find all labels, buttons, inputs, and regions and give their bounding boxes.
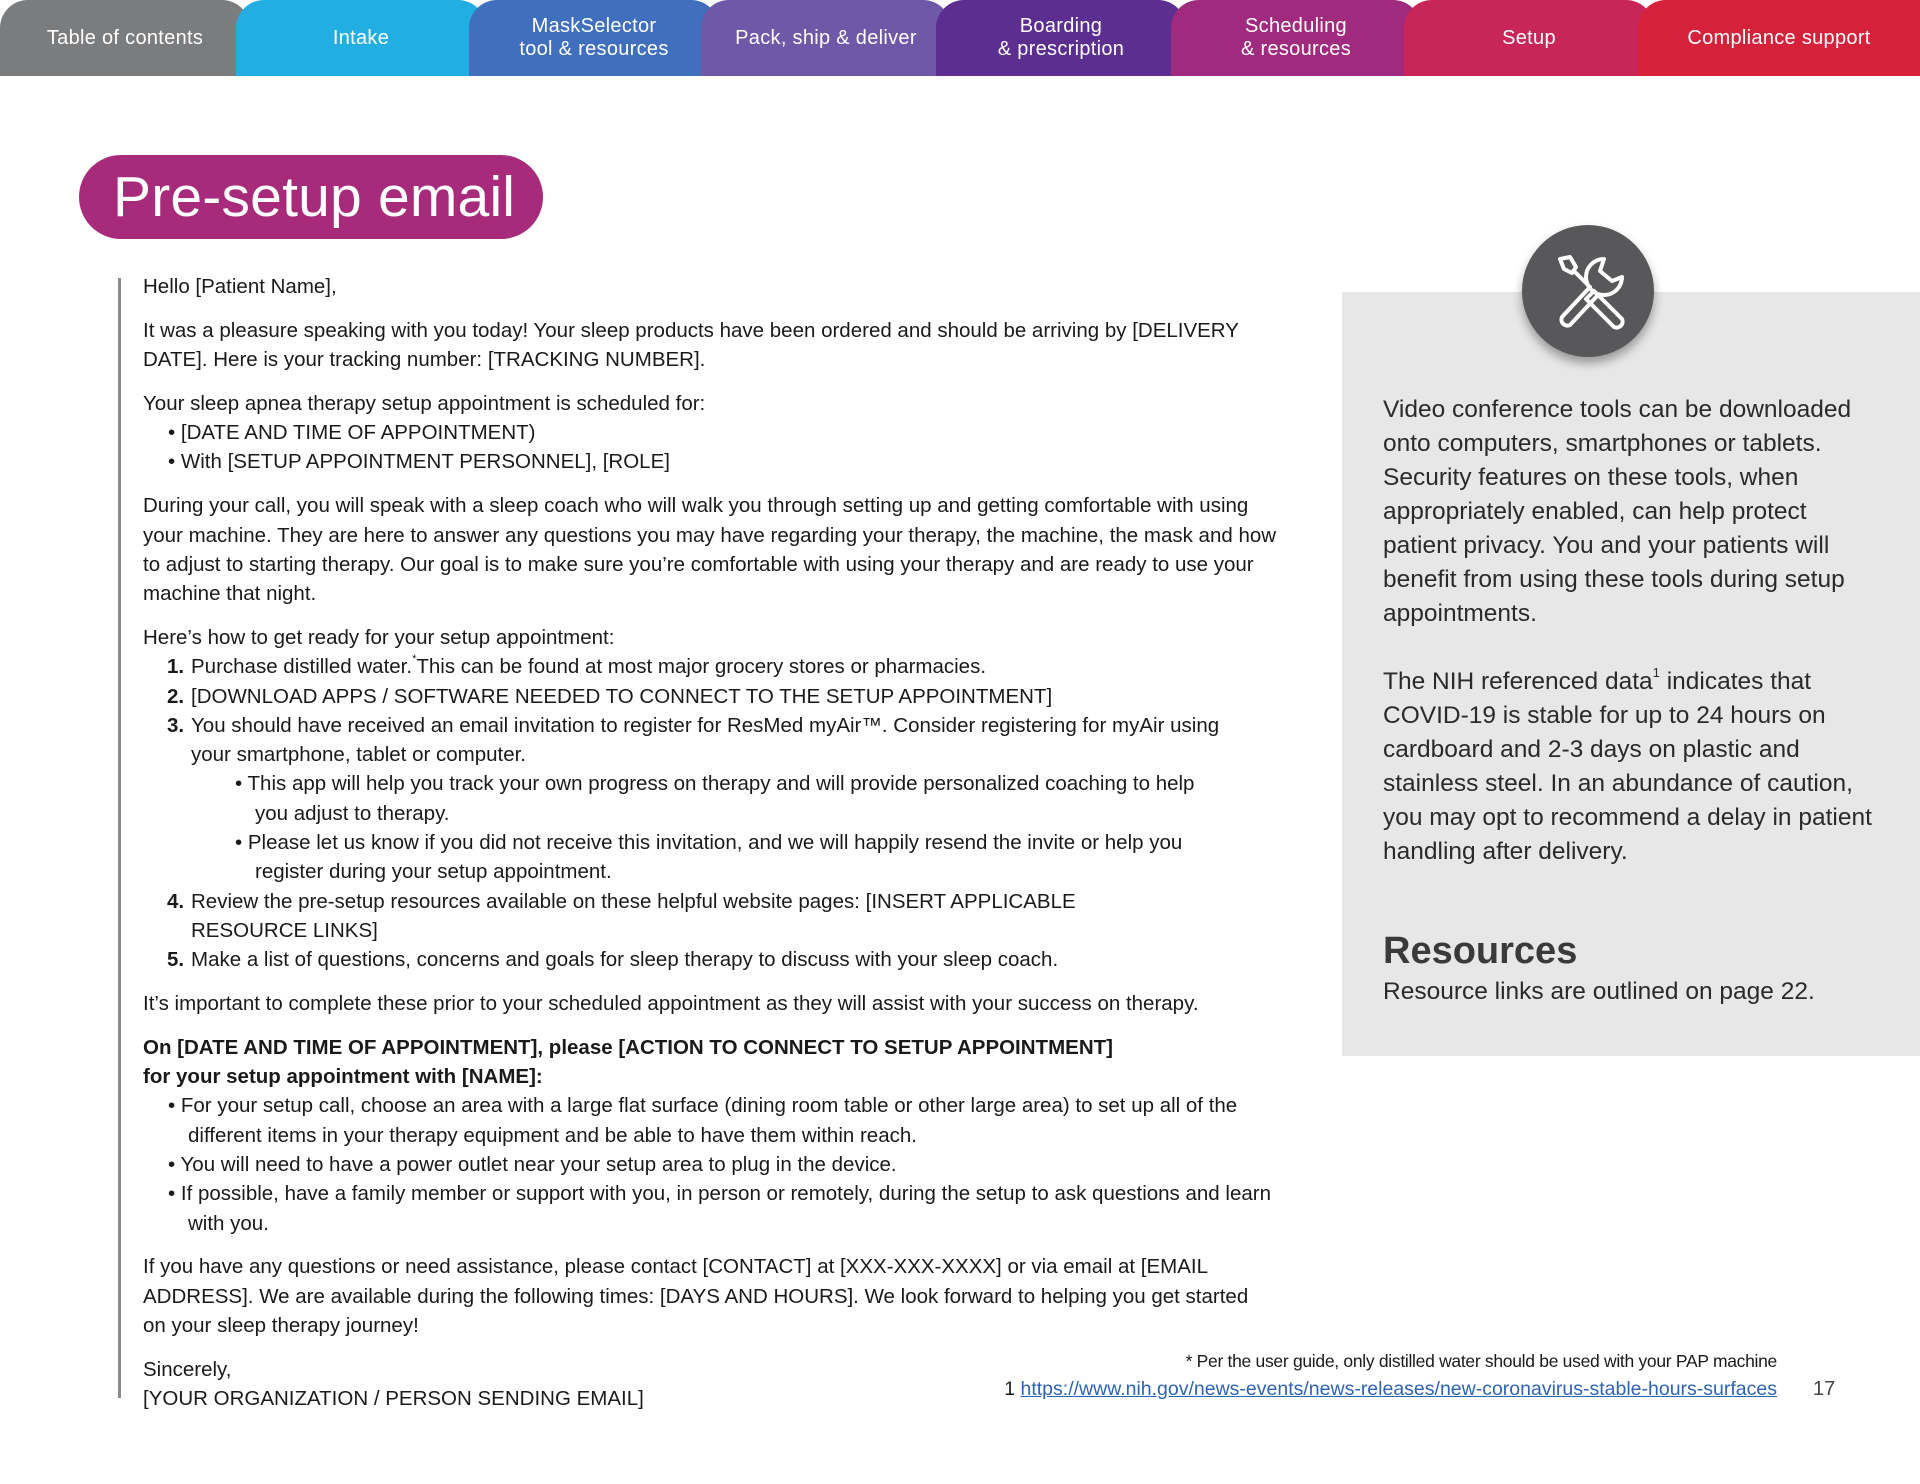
email-left-rule bbox=[118, 278, 121, 1398]
numbered-step bbox=[143, 711, 1293, 770]
list-item-text: For your setup call, choose an area with a large flat surface (dining room table or other large area) to set up all of the different items in your therapy equipment and be able to have them within reach. bbox=[180, 1094, 1238, 1147]
list-item-text: [DATE AND TIME OF APPOINTMENT) bbox=[180, 421, 536, 445]
tab-label: Setup bbox=[1502, 26, 1556, 49]
sidebar-text bbox=[1383, 393, 1883, 903]
step-text: [DOWNLOAD APPS / SOFTWARE NEEDED TO CONNECT TO THE SETUP APPOINTMENT] bbox=[191, 684, 1053, 708]
email-paragraph: It was a pleasure speaking with you today! Your sleep products have been ordered and should be arriving by [DELIVERY DATE]. Here is your tracking number: [TRACKING NUMBER]. bbox=[143, 318, 1239, 372]
step-text: Review the pre-setup resources available on these helpful website pages: [INSERT APPLICABLE RESOURCE LINKS] bbox=[191, 889, 1076, 942]
list-item-text: You will need to have a power outlet near your setup area to plug in the device. bbox=[180, 1153, 897, 1177]
sidebar-text-part: The NIH referenced data bbox=[1383, 668, 1653, 695]
numbered-step bbox=[143, 887, 1293, 946]
step-number: 3. bbox=[167, 713, 185, 737]
list-item-text: With [SETUP APPOINTMENT PERSONNEL], [ROLE] bbox=[180, 450, 670, 474]
nih-reference-link[interactable]: https://www.nih.gov/news-events/news-releases/new-coronavirus-stable-hours-surfaces bbox=[1020, 1378, 1777, 1400]
list-item: • If possible, have a family member or support with you, in person or remotely, during the setup to ask questions and learn with you. bbox=[168, 1182, 1271, 1235]
tab-label: MaskSelector tool & resources bbox=[519, 15, 669, 60]
list-item: • You will need to have a power outlet near your setup area to plug in the device. bbox=[168, 1153, 897, 1177]
email-closing: Sincerely, bbox=[143, 1357, 232, 1381]
tab-label: Scheduling & resources bbox=[1240, 15, 1351, 60]
page-number: 17 bbox=[1813, 1378, 1836, 1400]
bold-instruction: for your setup appointment with [NAME]: bbox=[143, 1065, 543, 1089]
email-paragraph: During your call, you will speak with a sleep coach who will walk you through setting up and getting comfortable with using your machine. They are here to answer any questions you may have regarding your therapy, the machine, the mask and how to adjust to starting therapy. Our goal is to make sure you’re comfortable with using your therapy and are ready to use your machine that night. bbox=[143, 494, 1277, 606]
step-number: 4. bbox=[167, 889, 185, 913]
email-signature: [YOUR ORGANIZATION / PERSON SENDING EMAIL] bbox=[143, 1387, 644, 1411]
tab-label: Intake bbox=[332, 26, 390, 49]
footnote: * Per the user guide, only distilled water should be used with your PAP machine bbox=[1185, 1351, 1777, 1371]
list-item-text: If possible, have a family member or support with you, in person or remotely, during the setup to ask questions and learn with you. bbox=[180, 1182, 1271, 1235]
email-paragraph: Here’s how to get ready for your setup appointment: bbox=[143, 625, 615, 649]
email-paragraph: Your sleep apnea therapy setup appointment is scheduled for: bbox=[143, 391, 706, 415]
list-item: • With [SETUP APPOINTMENT PERSONNEL], [ROLE] bbox=[168, 450, 670, 474]
tab-intake[interactable] bbox=[236, 0, 486, 76]
step-text: Make a list of questions, concerns and goals for sleep therapy to discuss with your sleep coach. bbox=[191, 948, 1059, 972]
email-paragraph: It’s important to complete these prior to your scheduled appointment as they will assist with your success on therapy. bbox=[143, 992, 1199, 1016]
resources-heading: Resources bbox=[1383, 930, 1578, 972]
sidebar-paragraph: Video conference tools can be downloaded onto computers, smartphones or tablets. Security features on these tools, when appropriately enabled, can help protect patient privacy. You and your patients will benefit from using these tools during setup appointments. bbox=[1383, 396, 1852, 627]
page-title: Pre-setup email bbox=[113, 165, 516, 229]
tab-label: Boarding & prescription bbox=[997, 15, 1125, 60]
page-title-pill bbox=[79, 155, 543, 239]
tab-pack-ship-deliver[interactable] bbox=[701, 0, 951, 76]
numbered-step bbox=[143, 652, 1293, 681]
wrench-screwdriver-icon bbox=[1542, 245, 1634, 337]
tab-maskselector[interactable] bbox=[469, 0, 719, 76]
step-text: Purchase distilled water. bbox=[191, 655, 413, 679]
tab-boarding-prescription[interactable] bbox=[936, 0, 1186, 76]
reference-number: 1 bbox=[1004, 1378, 1016, 1400]
step-text: This can be found at most major grocery stores or pharmacies. bbox=[416, 655, 987, 679]
tab-compliance-support[interactable] bbox=[1638, 0, 1920, 76]
tab-label: Pack, ship & deliver bbox=[735, 26, 917, 49]
tab-label: Compliance support bbox=[1687, 26, 1871, 49]
sub-list-item: • Please let us know if you did not receive this invitation, and we will happily resend the invite or help you register during your setup appointment. bbox=[235, 831, 1183, 884]
list-item-text: This app will help you track your own progress on therapy and will provide personalized coaching to help you adjust to therapy. bbox=[247, 772, 1195, 825]
email-greeting: Hello [Patient Name], bbox=[143, 275, 337, 298]
email-template bbox=[143, 272, 1293, 1413]
tab-label: Table of contents bbox=[46, 26, 204, 49]
numbered-step bbox=[143, 682, 1293, 711]
step-number: 1. bbox=[167, 655, 185, 679]
footnote-marker: * bbox=[412, 653, 417, 666]
step-number: 5. bbox=[167, 948, 185, 972]
numbered-step bbox=[143, 945, 1293, 974]
resources-text: Resource links are outlined on page 22. bbox=[1383, 978, 1815, 1005]
tab-scheduling-resources[interactable] bbox=[1171, 0, 1421, 76]
reference-footnote bbox=[1004, 1378, 1777, 1401]
tab-table-of-contents[interactable] bbox=[0, 0, 250, 76]
list-item: • [DATE AND TIME OF APPOINTMENT) bbox=[168, 421, 536, 445]
step-number: 2. bbox=[167, 684, 185, 708]
email-paragraph: If you have any questions or need assistance, please contact [CONTACT] at [XXX-XXX-XXXX] or via email at [EMAIL ADDRESS]. We are available during the following times: [DAYS AND HOURS]. We look forward to helping you get started on your sleep therapy journey! bbox=[143, 1255, 1249, 1337]
reference-marker: 1 bbox=[1652, 665, 1660, 680]
bold-instruction: On [DATE AND TIME OF APPOINTMENT], please [ACTION TO CONNECT TO SETUP APPOINTMENT] bbox=[143, 1035, 1113, 1059]
sub-list-item: • This app will help you track your own progress on therapy and will provide personalized coaching to help you adjust to therapy. bbox=[235, 772, 1195, 825]
list-item-text: Please let us know if you did not receive this invitation, and we will happily resend the invite or help you register during your setup appointment. bbox=[247, 831, 1183, 884]
tab-setup[interactable] bbox=[1404, 0, 1654, 76]
step-text: You should have received an email invitation to register for ResMed myAir™. Consider registering for myAir using your smartphone, tablet or computer. bbox=[191, 713, 1220, 767]
tools-badge bbox=[1522, 225, 1654, 357]
sidebar-paragraph bbox=[1383, 665, 1883, 869]
list-item: • For your setup call, choose an area with a large flat surface (dining room table or other large area) to set up all of the different items in your therapy equipment and be able to have them within reach. bbox=[168, 1094, 1238, 1147]
section-tab-bar bbox=[0, 0, 1920, 76]
sidebar-text-part: indicates that COVID-19 is stable for up to 24 hours on cardboard and 2-3 days on plastic and stainless steel. In an abundance of caution, you may opt to recommend a delay in patient handling after delivery. bbox=[1383, 668, 1872, 865]
